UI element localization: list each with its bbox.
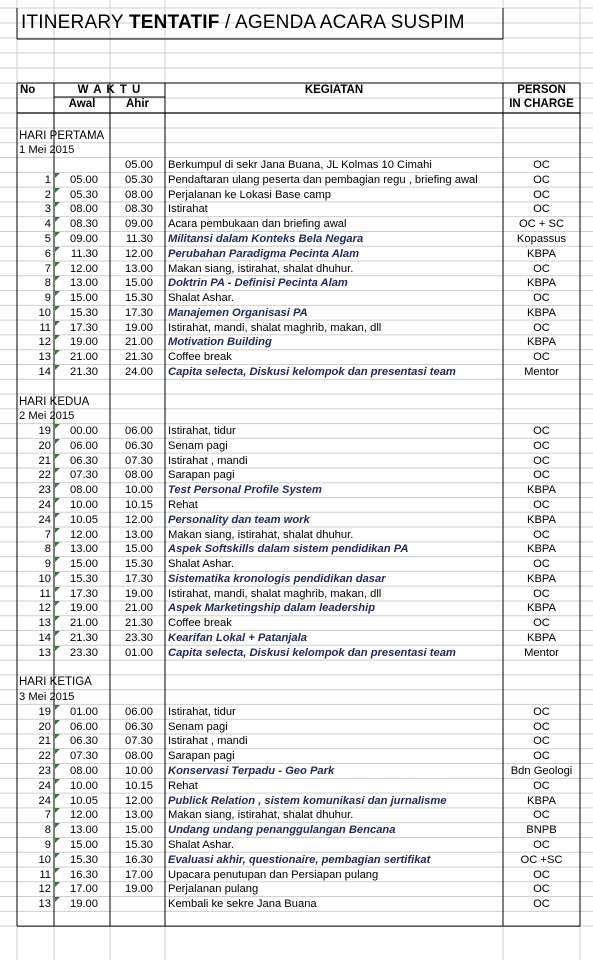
header-awal: Awal: [68, 98, 96, 110]
activity: Pendaftaran ulang peserta dan pembagian regu , briefing awal: [168, 173, 478, 186]
day-date: 2 Mei 2015: [19, 410, 75, 423]
person-in-charge: OC: [533, 188, 550, 201]
person-in-charge: KBPA: [526, 572, 557, 585]
time-end: 10.00: [125, 765, 153, 778]
time-end: 21.30: [125, 617, 153, 630]
table-row: [0, 734, 593, 749]
table-row: [0, 897, 593, 912]
time-start: 07.30: [70, 469, 98, 482]
row-number: 13: [38, 646, 51, 659]
day-date: 1 Mei 2015: [19, 144, 75, 157]
table-row: [0, 483, 593, 498]
row-number: 9: [44, 558, 51, 571]
time-start: 17.30: [70, 321, 98, 334]
time-start: 08.00: [70, 203, 98, 216]
person-in-charge: OC: [533, 558, 550, 571]
activity: Senam pagi: [168, 720, 228, 733]
row-number: 21: [38, 454, 51, 467]
activity: Sistematika kronologis pendidikan dasar: [168, 572, 386, 585]
time-start: 06.00: [70, 720, 98, 733]
time-end: 08.00: [125, 750, 153, 763]
person-in-charge: OC: [533, 454, 550, 467]
person-in-charge: OC: [533, 809, 550, 822]
time-end: 17.30: [125, 306, 153, 319]
person-in-charge: OC: [533, 159, 550, 172]
row-number: 6: [44, 247, 51, 260]
person-in-charge: OC: [533, 292, 550, 305]
table-row: [0, 498, 593, 513]
time-end: 15.00: [125, 824, 153, 837]
row-number: 19: [38, 425, 51, 438]
row-number: 21: [38, 735, 51, 748]
header-ahir: Ahir: [126, 98, 149, 110]
table-row: [0, 321, 593, 336]
time-end: 01.00: [125, 646, 153, 659]
person-in-charge: OC: [533, 262, 550, 275]
person-in-charge: KBPA: [526, 794, 557, 807]
activity: Istirahat: [168, 203, 208, 216]
time-end: 19.00: [125, 883, 153, 896]
activity: Aspek Marketingship dalam leadership: [168, 602, 376, 615]
person-in-charge: OC +SC: [520, 853, 563, 866]
person-in-charge: OC: [533, 868, 550, 881]
person-in-charge: OC: [533, 705, 550, 718]
time-end: 17.00: [125, 868, 153, 881]
row-number: 13: [38, 617, 51, 630]
time-start: 19.00: [70, 336, 98, 349]
row-number: 8: [44, 543, 51, 556]
row-number: 22: [38, 750, 51, 763]
time-start: 16.30: [70, 868, 98, 881]
activity: Istirahat, mandi, shalat maghrib, makan, dll: [168, 321, 382, 334]
row-number: 3: [44, 203, 51, 216]
row-number: 24: [38, 513, 51, 526]
table-row: [0, 764, 593, 779]
activity: Berkumpul di sekr Jana Buana, JL Kolmas 10 Cimahi: [168, 159, 432, 172]
time-end: 06.30: [125, 439, 153, 452]
time-start: 15.00: [70, 558, 98, 571]
activity: Coffee break: [168, 617, 232, 630]
table-row: [0, 291, 593, 306]
table-row: [0, 173, 593, 188]
person-in-charge: KBPA: [526, 336, 557, 349]
activity: Rehat: [168, 779, 198, 792]
header-kegiatan: KEGIATAN: [304, 84, 364, 96]
row-number: 19: [38, 705, 51, 718]
person-in-charge: KBPA: [526, 602, 557, 615]
time-start: 06.30: [70, 454, 98, 467]
row-number: 9: [44, 292, 51, 305]
person-in-charge: KBPA: [526, 543, 557, 556]
person-in-charge: OC: [533, 750, 550, 763]
table-row: [0, 188, 593, 203]
day-title: HARI KEDUA: [19, 395, 90, 408]
person-in-charge: OC: [533, 425, 550, 438]
person-in-charge: Kopassus: [516, 232, 567, 245]
person-in-charge: OC: [533, 838, 550, 851]
table-row: [0, 202, 593, 217]
person-in-charge: OC: [533, 720, 550, 733]
activity: Istirahat , mandi: [168, 454, 248, 467]
activity: Motivation Building: [168, 336, 272, 349]
time-start: 13.00: [70, 277, 98, 290]
table-row: [0, 232, 593, 247]
row-number: 13: [38, 898, 51, 911]
time-end: 21.30: [125, 351, 153, 364]
row-number: 4: [44, 218, 51, 231]
row-number: 2: [44, 188, 51, 201]
activity: Shalat Ashar.: [168, 558, 234, 571]
person-in-charge: OC: [533, 469, 550, 482]
row-number: 24: [38, 499, 51, 511]
time-start: 01.00: [70, 705, 98, 718]
time-start: 11.30: [70, 247, 98, 260]
time-end: 15.30: [125, 838, 153, 851]
time-end: 21.00: [125, 336, 153, 349]
table-row: [0, 587, 593, 602]
row-number: 11: [39, 587, 51, 600]
person-in-charge: OC: [533, 587, 550, 600]
row-number: 7: [44, 809, 51, 822]
time-end: 17.30: [125, 572, 153, 585]
activity: Makan siang, istirahat, shalat dhuhur.: [168, 262, 354, 275]
table-row: [0, 557, 593, 572]
table-row: [0, 882, 593, 897]
time-end: 06.30: [125, 720, 153, 733]
table-row: [0, 262, 593, 277]
table-row: [0, 335, 593, 350]
activity: Perubahan Paradigma Pecinta Alam: [168, 247, 360, 260]
time-start: 15.30: [70, 853, 98, 866]
page-title: [21, 12, 465, 34]
time-start: 19.00: [70, 602, 98, 615]
table-row: [0, 306, 593, 321]
activity: Undang undang penanggulangan Bencana: [168, 824, 396, 837]
time-start: 08.00: [70, 484, 98, 497]
time-start: 12.00: [70, 528, 98, 541]
time-start: 17.00: [70, 883, 98, 896]
row-number: 24: [38, 779, 51, 792]
row-number: 14: [38, 632, 51, 645]
table-row: [0, 808, 593, 823]
person-in-charge: OC: [533, 321, 550, 334]
person-in-charge: OC: [533, 779, 550, 792]
title-part-1: ITINERARY: [21, 12, 129, 33]
time-end: 13.00: [125, 262, 153, 275]
row-number: 1: [44, 173, 51, 186]
time-start: 08.30: [70, 218, 98, 231]
row-number: 8: [44, 277, 51, 290]
row-number: 11: [39, 868, 51, 881]
time-start: 00.00: [70, 425, 98, 438]
table-row: [0, 468, 593, 483]
row-number: 12: [38, 336, 51, 349]
activity: Coffee break: [168, 351, 232, 364]
table-row: [0, 616, 593, 631]
activity: Makan siang, istirahat, shalat dhuhur.: [168, 809, 354, 822]
person-in-charge: OC: [533, 351, 550, 364]
activity: Capita selecta, Diskusi kelompok dan presentasi team: [168, 365, 456, 378]
time-start: 15.00: [70, 838, 98, 851]
row-number: 8: [44, 824, 51, 837]
time-start: 21.30: [70, 632, 98, 645]
time-start: 21.00: [70, 617, 98, 630]
header-waktu: W A K T U: [77, 84, 142, 96]
time-start: 10.00: [70, 499, 98, 511]
activity: Rehat: [168, 499, 198, 511]
row-number: 5: [44, 232, 51, 245]
person-in-charge: OC: [533, 617, 550, 630]
activity: Capita selecta, Diskusi kelompok dan presentasi team: [168, 646, 456, 659]
time-start: 17.30: [70, 587, 98, 600]
day-title: HARI KETIGA: [19, 676, 92, 689]
person-in-charge: OC: [533, 499, 550, 511]
time-end: [110, 897, 165, 912]
time-end: 24.00: [125, 365, 153, 378]
time-start: 06.00: [70, 439, 98, 452]
time-start: 05.30: [70, 188, 98, 201]
time-end: 07.30: [125, 454, 153, 467]
activity: Sarapan pagi: [168, 469, 235, 482]
activity: Shalat Ashar.: [168, 292, 234, 305]
time-start: 13.00: [70, 824, 98, 837]
activity: Istirahat, mandi, shalat maghrib, makan, dll: [168, 587, 382, 600]
time-start: 15.00: [70, 292, 98, 305]
time-start: 23.30: [70, 646, 98, 659]
time-end: 19.00: [125, 587, 153, 600]
table-row: [0, 705, 593, 720]
person-in-charge: Mentor: [524, 646, 559, 659]
time-end: 19.00: [125, 321, 153, 334]
person-in-charge: OC: [533, 173, 550, 186]
activity: Publick Relation , sistem komunikasi dan jurnalisme: [168, 794, 447, 807]
title-part-2: / AGENDA ACARA SUSPIM: [219, 12, 465, 33]
time-start: 10.00: [70, 779, 98, 792]
header-no: No: [20, 84, 36, 96]
time-end: 08.00: [125, 469, 153, 482]
table-row: [0, 542, 593, 557]
time-end: 10.15: [125, 499, 153, 511]
time-end: 15.30: [125, 558, 153, 571]
time-start: 15.30: [70, 572, 98, 585]
time-end: 05.30: [125, 173, 153, 186]
activity: Makan siang, istirahat, shalat dhuhur.: [168, 528, 354, 541]
activity: Evaluasi akhir, questionaire, pembagian sertifikat: [168, 853, 431, 866]
time-end: 21.00: [125, 602, 153, 615]
time-start: 08.00: [70, 765, 98, 778]
row-number: 20: [38, 439, 51, 452]
row-number: 24: [38, 794, 51, 807]
time-start: 19.00: [70, 898, 98, 911]
person-in-charge: OC: [533, 203, 550, 216]
time-end: 06.00: [125, 425, 153, 438]
activity: Upacara penutupan dan Persiapan pulang: [168, 868, 379, 881]
time-start: 06.30: [70, 735, 98, 748]
activity: Istirahat , mandi: [168, 735, 248, 748]
row-number: 11: [39, 321, 51, 334]
day-title: HARI PERTAMA: [19, 129, 105, 142]
time-end: 12.00: [125, 247, 153, 260]
time-start: 12.00: [70, 262, 98, 275]
table-row: [0, 424, 593, 439]
row-number: 12: [38, 883, 51, 896]
activity: Manajemen Organisasi PA: [168, 306, 308, 319]
time-start: 15.30: [70, 306, 98, 319]
time-end: 15.30: [125, 292, 153, 305]
person-in-charge: OC: [533, 735, 550, 748]
table-row: [0, 601, 593, 616]
person-in-charge: KBPA: [526, 632, 557, 645]
title-bold: TENTATIF: [128, 12, 220, 33]
time-end: 11.30: [125, 232, 153, 245]
person-in-charge: BNPB: [526, 824, 557, 837]
activity: Test Personal Profile System: [168, 484, 322, 497]
activity: Perjalanan ke Lokasi Base camp: [168, 188, 331, 201]
row-number: 7: [44, 528, 51, 541]
activity: Aspek Softskills dalam sistem pendidikan PA: [168, 543, 409, 556]
row-number: 20: [38, 720, 51, 733]
row-number: 13: [38, 351, 51, 364]
table-row: [0, 513, 593, 528]
time-end: 10.00: [125, 484, 153, 497]
table-row: [0, 749, 593, 764]
time-end: 15.00: [125, 277, 153, 290]
table-row: [0, 794, 593, 809]
table-row: [0, 823, 593, 838]
row-number: 12: [38, 602, 51, 615]
time-start: 09.00: [70, 232, 98, 245]
time-end: 10.15: [125, 779, 153, 792]
activity: Sarapan pagi: [168, 750, 235, 763]
activity: Shalat Ashar.: [168, 838, 234, 851]
time-end: 09.00: [125, 218, 153, 231]
time-end: 13.00: [125, 528, 153, 541]
table-row: [0, 528, 593, 543]
row-number: 22: [38, 469, 51, 482]
table-row: [0, 439, 593, 454]
time-start: 10.05: [70, 794, 98, 807]
activity: Kembali ke sekre Jana Buana: [168, 898, 317, 911]
row-number: 9: [44, 838, 51, 851]
table-row: [0, 720, 593, 735]
table-row: [0, 631, 593, 646]
time-start: 05.00: [70, 173, 98, 186]
activity: Acara pembukaan dan briefing awal: [168, 218, 347, 231]
row-number: 23: [38, 765, 51, 778]
table-row: [0, 365, 593, 380]
table-row: [0, 853, 593, 868]
time-start: [54, 158, 110, 173]
table-row: [0, 646, 593, 661]
table-row: [0, 838, 593, 853]
row-number: 14: [38, 365, 51, 378]
time-start: 12.00: [70, 809, 98, 822]
person-in-charge: KBPA: [526, 277, 557, 290]
time-start: 07.30: [70, 750, 98, 763]
time-start: 13.00: [70, 543, 98, 556]
person-in-charge: OC: [533, 898, 550, 911]
activity: Perjalanan pulang: [168, 883, 259, 896]
row-number: 23: [38, 484, 51, 497]
table-row: [0, 572, 593, 587]
row-number: 10: [38, 306, 51, 319]
time-end: 12.00: [125, 513, 153, 526]
time-end: 07.30: [125, 735, 153, 748]
time-end: 15.00: [125, 543, 153, 556]
table-row: [0, 868, 593, 883]
row-number: [17, 158, 54, 173]
table-row: [0, 247, 593, 262]
time-start: 21.00: [70, 351, 98, 364]
table-row: [0, 158, 593, 173]
time-end: 05.00: [125, 159, 153, 172]
time-end: 06.00: [125, 705, 153, 718]
table-row: [0, 276, 593, 291]
person-in-charge: OC: [533, 439, 550, 452]
activity: Doktrin PA - Definisi Pecinta Alam: [168, 277, 348, 290]
row-number: 10: [38, 572, 51, 585]
person-in-charge: OC: [533, 883, 550, 896]
time-end: 08.00: [125, 188, 153, 201]
activity: Konservasi Terpadu - Geo Park: [168, 765, 335, 778]
header-pic-line1: PERSON: [517, 84, 566, 96]
person-in-charge: Mentor: [524, 365, 559, 378]
table-row: [0, 454, 593, 469]
person-in-charge: Bdn Geologi: [510, 765, 573, 778]
time-end: 13.00: [125, 809, 153, 822]
time-end: 08.30: [125, 203, 153, 216]
time-start: 21.30: [70, 365, 98, 378]
activity: Istirahat, tidur: [168, 425, 236, 438]
row-number: 7: [44, 262, 51, 275]
header-pic-line2: IN CHARGE: [509, 98, 574, 110]
activity: Kearifan Lokal + Patanjala: [168, 632, 307, 645]
person-in-charge: OC: [533, 528, 550, 541]
activity: Senam pagi: [168, 439, 228, 452]
time-end: 16.30: [125, 853, 153, 866]
activity: Istirahat, tidur: [168, 705, 236, 718]
time-end: 23.30: [125, 632, 153, 645]
table-row: [0, 217, 593, 232]
table-row: [0, 779, 593, 794]
row-number: 10: [38, 853, 51, 866]
activity: Militansi dalam Konteks Bela Negara: [168, 232, 364, 245]
person-in-charge: KBPA: [526, 306, 557, 319]
activity: Personality dan team work: [168, 513, 310, 526]
person-in-charge: OC + SC: [518, 218, 565, 231]
day-date: 3 Mei 2015: [19, 691, 75, 704]
person-in-charge: KBPA: [526, 247, 557, 260]
person-in-charge: KBPA: [526, 484, 557, 497]
table-row: [0, 350, 593, 365]
person-in-charge: KBPA: [526, 513, 557, 526]
time-end: 12.00: [125, 794, 153, 807]
time-start: 10.05: [70, 513, 98, 526]
